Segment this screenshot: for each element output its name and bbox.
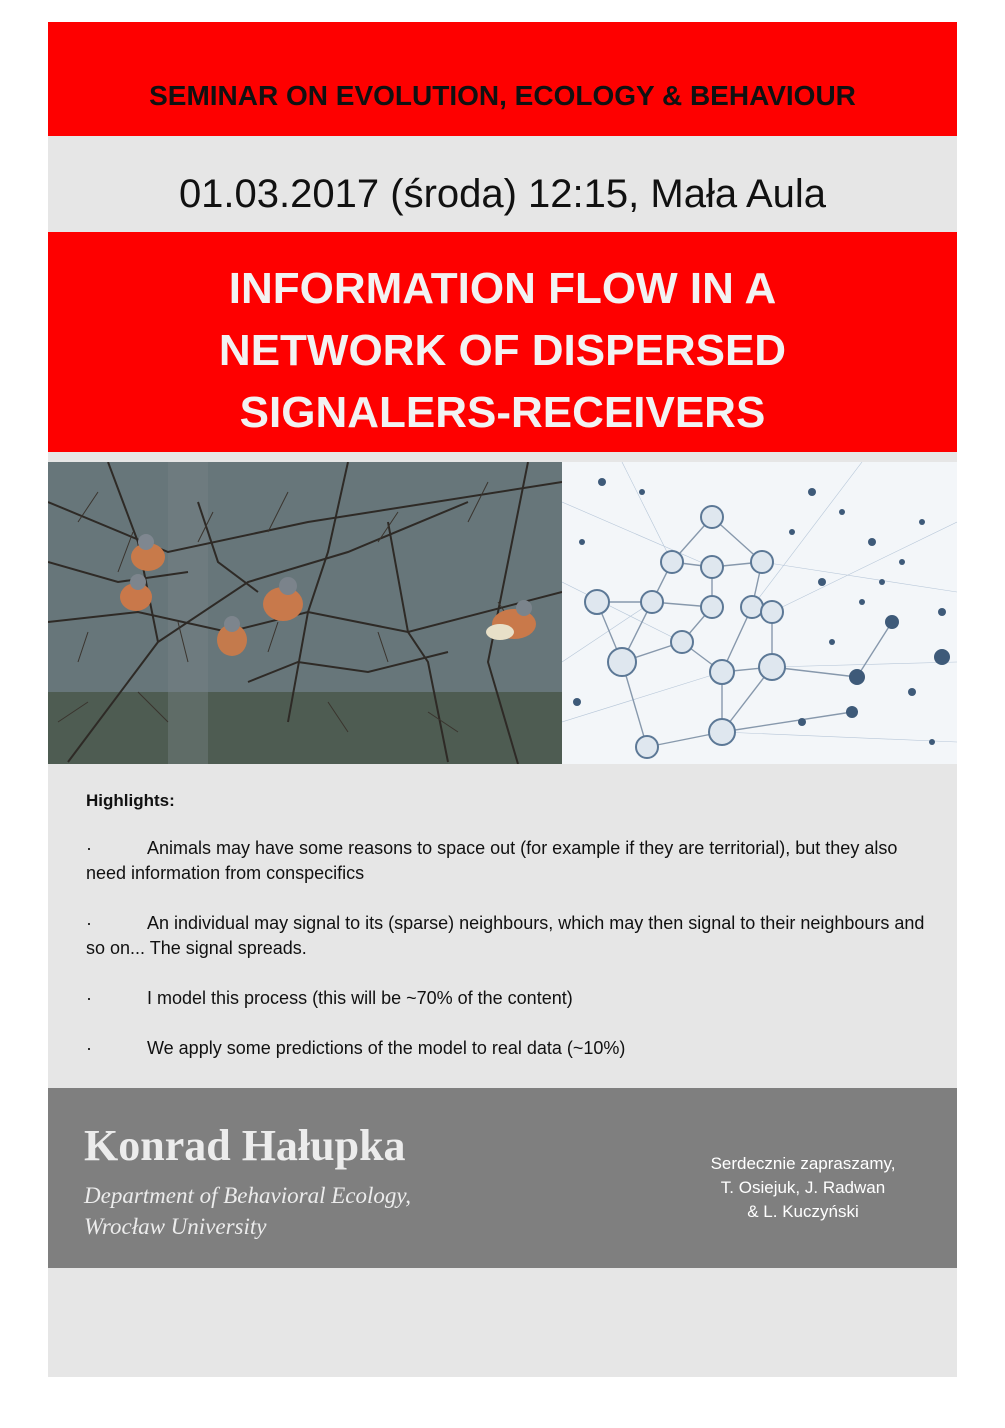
- network-illustration: [562, 462, 957, 764]
- speaker-name: Konrad Hałupka: [84, 1121, 406, 1170]
- highlight-item: [86, 986, 926, 1011]
- highlight-item: [86, 836, 926, 886]
- talk-title-line: SIGNALERS-RECEIVERS: [239, 388, 766, 437]
- department-line: Department of Behavioral Ecology,: [84, 1183, 412, 1208]
- invite-line: & L. Kuczyński: [747, 1202, 859, 1221]
- talk-title-line: INFORMATION FLOW IN A: [228, 264, 777, 313]
- birds-on-branches-photo: [48, 462, 562, 764]
- highlight-text: An individual may signal to its (sparse) neighbours, which may then signal to their neighbours and so on... The signal spreads.: [86, 913, 925, 958]
- series-banner: [48, 22, 957, 136]
- bullet-marker: ·: [86, 838, 92, 858]
- highlights-heading: Highlights:: [86, 791, 175, 810]
- network-graph-illustration: [562, 462, 957, 764]
- university-line: Wrocław University: [84, 1214, 267, 1239]
- title-banner: [48, 232, 957, 452]
- date-banner: [48, 136, 957, 232]
- talk-title-line: NETWORK OF DISPERSED: [218, 326, 787, 375]
- highlight-item: [86, 911, 926, 961]
- bullet-marker: ·: [86, 913, 92, 933]
- event-date-line: 01.03.2017 (środa) 12:15, Mała Aula: [178, 172, 827, 216]
- highlight-item: [86, 1036, 926, 1061]
- bullet-marker: ·: [86, 1038, 92, 1058]
- birds-photo-illustration: [48, 462, 562, 764]
- highlight-text: We apply some predictions of the model to real data (~10%): [147, 1038, 626, 1058]
- image-strip: [48, 462, 957, 764]
- invite-line: T. Osiejuk, J. Radwan: [720, 1178, 886, 1197]
- series-title: SEMINAR ON EVOLUTION, ECOLOGY & BEHAVIOUR: [149, 80, 856, 111]
- speaker-affiliation: [84, 1180, 411, 1242]
- highlight-text: Animals may have some reasons to space out (for example if they are territorial), but they also need information from conspecifics: [86, 838, 898, 883]
- talk-title: [48, 258, 957, 444]
- highlights-section: [86, 788, 926, 1086]
- invite-line: Serdecznie zapraszamy,: [710, 1154, 896, 1173]
- speaker-footer: [48, 1088, 957, 1268]
- highlight-text: I model this process (this will be ~70% of the content): [147, 988, 573, 1008]
- poster: [48, 22, 957, 1377]
- bullet-marker: ·: [86, 988, 92, 1008]
- invitation-text: [668, 1152, 938, 1224]
